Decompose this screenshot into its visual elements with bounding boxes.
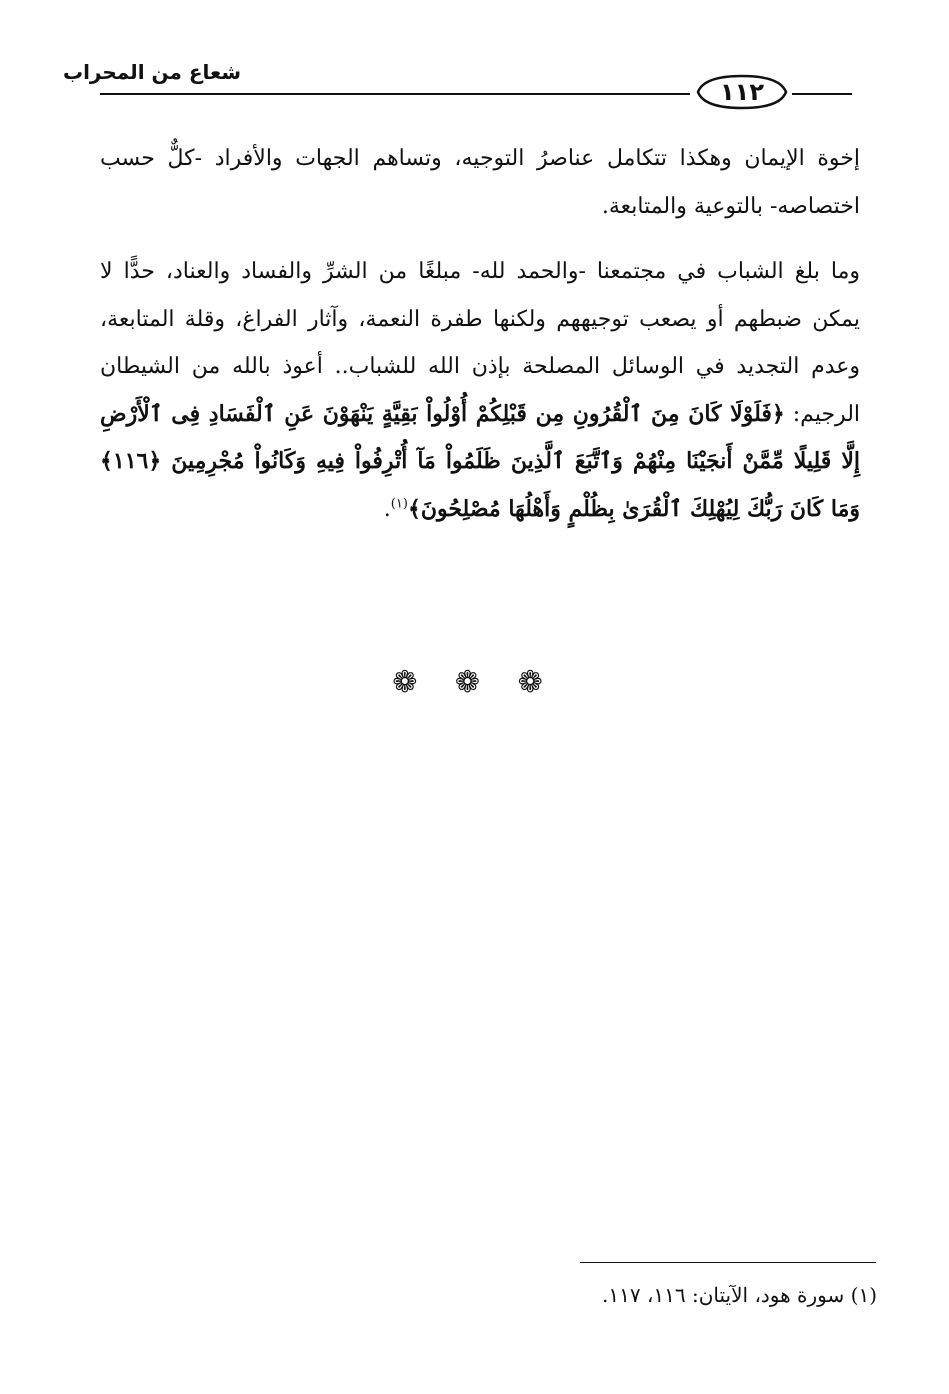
section-ornaments: ❁ ❁ ❁: [392, 665, 557, 700]
paragraph-2-text: وما بلغ الشباب في مجتمعنا -والحمد لله- مبلغًا من الشرِّ والفساد والعناد، حدًّا لا يمكن ضبطهم أو يصعب توجيههم ولكنها طفرة النعمة، وآثار الفراغ، وقلة المتابعة، وعدم التجديد في الوسائل المصلحة بإذن الله للشباب.. أعوذ بالله من الشيطان الرجيم:: [100, 259, 861, 427]
running-header-title: شعاع من المحراب: [62, 60, 241, 84]
header-rule: [100, 93, 690, 95]
body-text: [100, 135, 860, 533]
paragraph-2: [100, 248, 860, 533]
footnote-rule: [580, 1262, 876, 1263]
page-number: ١١٢: [720, 78, 764, 106]
footnote: (١) سورة هود، الآيتان: ١١٦، ١١٧.: [602, 1283, 877, 1307]
paragraph-1: إخوة الإيمان وهكذا تتكامل عناصرُ التوجيه، وتساهم الجهات والأفراد -كلٌّ حسب اختصاصه- بالتوعية والمتابعة.: [100, 146, 860, 219]
end-period: .: [383, 496, 391, 522]
header-rule-right: [792, 93, 852, 95]
quran-verse: ﴿فَلَوْلَا كَانَ مِنَ ٱلْقُرُونِ مِن قَبْلِكُمْ أُوْلُواْ بَقِيَّةٍ يَنْهَوْنَ عَنِ ٱلْفَسَادِ فِى ٱلْأَرْضِ إِلَّا قَلِيلًا مِّمَّنْ أَنجَيْنَا مِنْهُمْ وَٱتَّبَعَ ٱلَّذِينَ ظَلَمُواْ مَآ أُتْرِفُواْ فِيهِ وَكَانُواْ مُجْرِمِينَ ﴿١١٦﴾ وَمَا كَانَ رَبُّكَ لِيُهْلِكَ ٱلْقُرَىٰ بِظُلْمٍ وَأَهْلُهَا مُصْلِحُونَ﴾: [100, 400, 860, 522]
footnote-reference: (١): [390, 496, 408, 512]
